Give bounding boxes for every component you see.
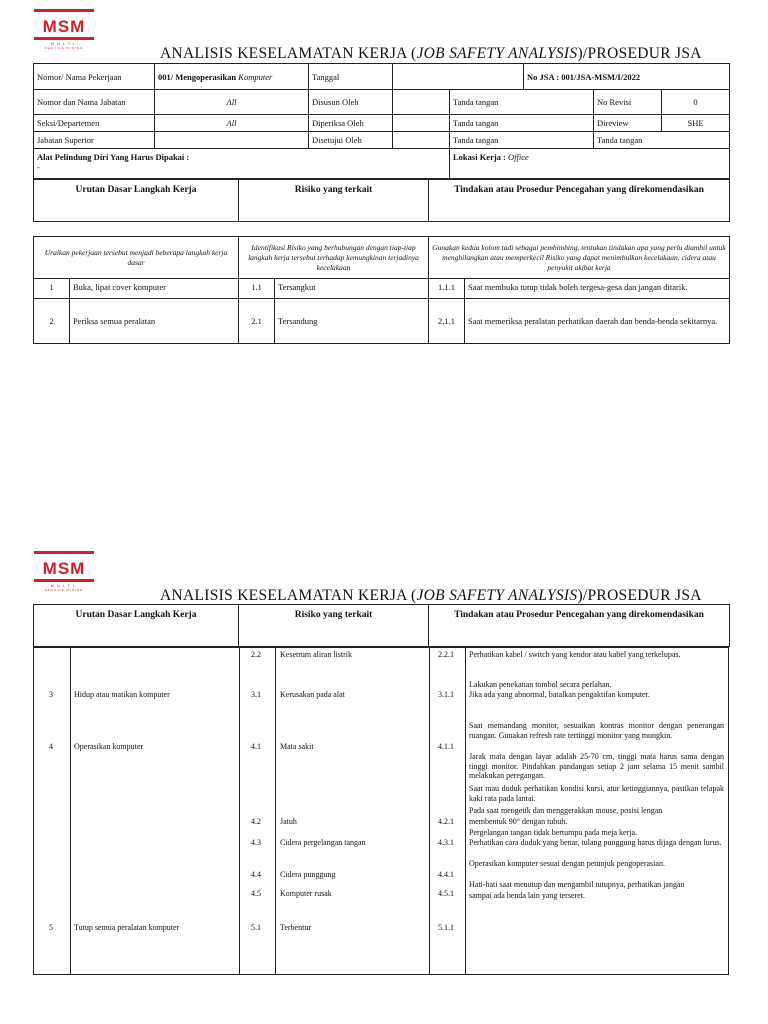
risk-number: 2.2 (251, 650, 261, 659)
risk-text: Komputer rusak (280, 889, 332, 898)
step-number: 3 (49, 690, 53, 699)
step-number: 5 (49, 923, 53, 932)
revision-label: No Revisi (594, 90, 662, 115)
step-number: 4 (49, 742, 53, 751)
reviewed-label: Direview (594, 115, 662, 132)
risk-text: Cidera pergelangan tangan (280, 838, 366, 847)
action-text: membentuk 90° dengan tubuh. (469, 817, 568, 826)
superior-signature-label: Tanda tangan (594, 132, 730, 149)
department-label: Seksi/Departemen (34, 115, 155, 132)
prepared-signature-label: Tanda tangan (450, 90, 594, 115)
action-number: 4.4.1 (438, 870, 454, 879)
risk-text: Kesetrum aliran listrik (280, 650, 352, 659)
col-header-actions: Tindakan atau Prosedur Pencegahan yang direkomendasikan (429, 605, 730, 647)
action-text: Pergelangan tangan tidak bertumpu pada meja kerja. (469, 828, 638, 837)
jsa-header-table (33, 604, 730, 647)
guide-steps: Uraikan pekerjaan tersebut menjadi beberapa langkah kerja dasar (34, 237, 239, 279)
action-number: 2.2.1 (438, 650, 454, 659)
table-row: 2 Periksa semua peralatan 2.1 Tersandung 2.1.1 Saat memeriksa peralatan perhatikan daerah dan benda-benda sekitarnya. (34, 299, 730, 344)
col-header-risks: Risiko yang terkait (239, 180, 429, 222)
job-name-value: 001/ Mengoperasikan Komputer (155, 64, 309, 90)
action-text: Hati-hati saat menutup dan mengambil tutupnya, perhatikan jangan (469, 880, 685, 889)
action-text: Pada saat mengetik dan menggerakkan mouse, posisi lengan (469, 806, 663, 815)
guide-actions: Gunakan kedua kolom tadi sebagai pembimbing, tentukan tindakan apa yang perlu diambil untuk menghilangkan atau memperkecil Risiko yang dapat menimbulkan kecelakaan, cidera atau penyakit akibat kerja (429, 237, 730, 279)
action-number: 5.1.1 (438, 923, 454, 932)
risk-number: 5.1 (251, 923, 261, 932)
risk-number: 4.5 (251, 889, 261, 898)
checked-signature-label: Tanda tangan (450, 115, 594, 132)
page-title: ANALISIS KESELAMATAN KERJA (JOB SAFETY ANALYSIS)/PROSEDUR JSA (160, 587, 702, 604)
date-label: Tanggal (309, 64, 393, 90)
job-name-label: Nomor/ Nama Pekerjaan (34, 64, 155, 90)
action-number: 4.3.1 (438, 838, 454, 847)
reviewed-value: SHE (662, 115, 730, 132)
action-text: Operasikan komputer sesuai dengan petunjuk pengoperasian. (469, 859, 665, 868)
risk-number: 4.1 (251, 742, 261, 751)
action-text: Lakukan penekanan tombol secara perlahan. (469, 680, 612, 689)
risk-text: Kerusakan pada alat (280, 690, 345, 699)
risk-number: 4.4 (251, 870, 261, 879)
approved-signature-label: Tanda tangan (450, 132, 594, 149)
action-text: Jika ada yang abnormal, batalkan pengaktifan komputer. (469, 690, 650, 699)
risk-text: Jatuh (280, 817, 297, 826)
action-text: Saat mau duduk perhatikan kondisi kursi, atur ketinggiannya, pastikan telapak kaki rata pada lantai. (469, 784, 724, 803)
table-row: 1 Buka, lipat cover komputer 1.1 Tersangkut 1.1.1 Saat membuka tutup tidak boleh tergesa-gesa dan jangan ditarik. (34, 279, 730, 299)
work-location: Lokasi Kerja : Office (450, 149, 730, 179)
guide-risks: Identifikasi Risiko yang berhubungan dengan tiap-tiap langkah kerja tersebut terhadap kemungkinan terjadinya kecelakaan (239, 237, 429, 279)
risk-number: 3.1 (251, 690, 261, 699)
col-header-steps: Urutan Dasar Langkah Kerja (34, 180, 239, 222)
action-text: sampai ada benda lain yang terseret. (469, 891, 585, 900)
risk-text: Cidera punggung (280, 870, 336, 879)
action-number: 4.2.1 (438, 817, 454, 826)
action-number: 4.1.1 (438, 742, 454, 751)
risk-text: Mata sakit (280, 742, 314, 751)
position-label: Nomor dan Nama Jabatan (34, 90, 155, 115)
action-number: 3.1.1 (438, 690, 454, 699)
company-logo: MSM MULTI SERVICE MINING (34, 9, 94, 49)
step-text: Tutup semua peralatan komputer (74, 923, 180, 932)
action-number: 4.5.1 (438, 889, 454, 898)
department-value: All (155, 115, 309, 132)
action-text: Jarak mata dengan layar adalah 25-70 cm, tinggi mata harus sama dengan tinggi monitor. Pindahkan pandangan setiap 2 jam selama 15 menit sambil melakukan peregangan. (469, 752, 724, 780)
approved-by-label: Disetujui Oleh (309, 132, 393, 149)
checked-by-label: Diperiksa Oleh (309, 115, 393, 132)
superior-label: Jabatan Superior (34, 132, 155, 149)
risk-number: 4.2 (251, 817, 261, 826)
risk-number: 4.3 (251, 838, 261, 847)
revision-value: 0 (662, 90, 730, 115)
step-text: Hidup atau matikan komputer (74, 690, 170, 699)
prepared-by-label: Disusun Oleh (309, 90, 393, 115)
step-text: Operasikan komputer (74, 742, 144, 751)
action-text: Perhatikan cara duduk yang benar, tulang punggung harus dijaga dengan lurus. (469, 838, 722, 847)
action-text: Saat memandang monitor, sesuaikan kontras monitor dengan penerangan ruangan. Gunakan refresh rate tertinggi monitor yang mungkin. (469, 721, 724, 740)
ppe-value: - (37, 162, 40, 172)
position-value: All (155, 90, 309, 115)
company-logo: MSM MULTI SERVICE MINING (34, 551, 94, 591)
col-header-actions: Tindakan atau Prosedur Pencegahan yang direkomendasikan (429, 180, 730, 222)
col-header-risks: Risiko yang terkait (239, 605, 429, 647)
action-text: Perhatikan kabel / switch yang kendor atau kabel yang terkelupas. (469, 650, 681, 659)
risk-text: Terbentur (280, 923, 311, 932)
page-title: ANALISIS KESELAMATAN KERJA (JOB SAFETY ANALYSIS)/PROSEDUR JSA (160, 45, 702, 62)
ppe-label: Alat Pelindung Diri Yang Harus Dipakai : (37, 152, 190, 162)
col-header-steps: Urutan Dasar Langkah Kerja (34, 605, 239, 647)
jsa-number: No JSA : 001/JSA-MSM/I/2022 (524, 64, 730, 90)
